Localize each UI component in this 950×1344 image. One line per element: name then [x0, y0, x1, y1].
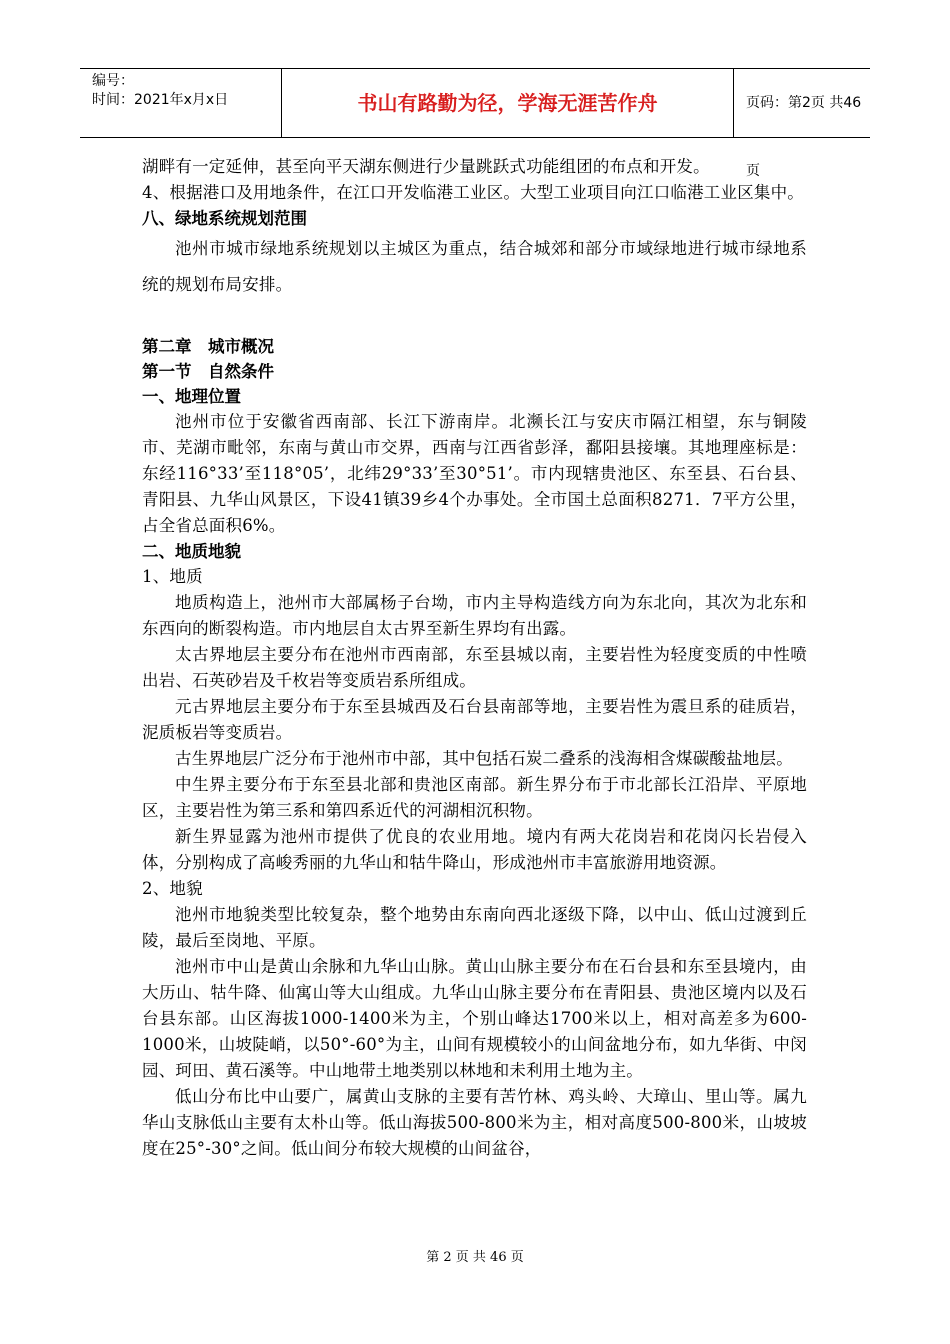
paragraph: 池州市位于安徽省西南部、长江下游南岸。北濒长江与安庆市隔江相望，东与铜陵市、芜湖市毗邻，东南与黄山市交界，西南与江西省彭泽，鄱阳县接壤。其地理座标是：东经116°33’至118°05’，北纬29°33’至30°51’。市内现辖贵池区、东至县、石台县、青阳县、九华山风景区，下设41镇39乡4个办事处。全市国土总面积8271．7平方公里，占全省总面积6%。	[142, 412, 807, 535]
sub-heading: 2、地貌	[142, 879, 203, 898]
paragraph: 湖畔有一定延伸，甚至向平天湖东侧进行少量跳跃式功能组团的布点和开发。	[142, 157, 710, 176]
paragraph: 地质构造上，池州市大部属杨子台坳，市内主导构造线方向为东北向，其次为北东和东西向的断裂构造。市内地层自太古界至新生界均有出露。	[142, 593, 807, 638]
paragraph: 4、根据港口及用地条件，在江口开发临港工业区。大型工业项目向江口临港工业区集中。	[142, 183, 804, 202]
header-page-number: 页码：第2页 共46页	[746, 95, 862, 179]
subsection-heading: 一、地理位置	[142, 387, 241, 406]
section-heading: 第一节 自然条件	[142, 362, 274, 381]
chapter-heading: 第二章 城市概况	[142, 337, 274, 356]
sub-heading: 1、地质	[142, 567, 203, 586]
document-body	[142, 154, 807, 1162]
paragraph: 池州市城市绿地系统规划以主城区为重点，结合城郊和部分市域绿地进行城市绿地系统的规划布局安排。	[142, 239, 807, 294]
section-heading: 八、绿地系统规划范围	[142, 209, 307, 228]
paragraph: 低山分布比中山要广，属黄山支脉的主要有苦竹林、鸡头岭、大璋山、里山等。属九华山支脉低山主要有太朴山等。低山海拔500-800米为主，相对高度500-800米，山坡坡度在25°-30°之间。低山间分布较大规模的山间盆谷，	[142, 1087, 807, 1158]
document-number-label: 编号：	[92, 73, 134, 89]
paragraph: 古生界地层广泛分布于池州市中部，其中包括石炭二叠系的浅海相含煤碳酸盐地层。	[175, 749, 793, 768]
paragraph: 太古界地层主要分布在池州市西南部，东至县城以南，主要岩性为轻度变质的中性喷出岩、石英砂岩及千枚岩等变质岩系所组成。	[142, 645, 807, 690]
document-date-label: 时间：2021年x月x日	[92, 92, 229, 108]
header-motto: 书山有路勤为径，学海无涯苦作舟	[282, 69, 734, 137]
paragraph: 池州市中山是黄山余脉和九华山山脉。黄山山脉主要分布在石台县和东至县境内，由大历山、牯牛降、仙寓山等大山组成。九华山山脉主要分布在青阳县、贵池区境内以及石台县东部。山区海拔1000-1400米为主，个别山峰达1700米以上，相对高差多为600-1000米，山坡陡峭，以50°-60°为主，山间有规模较小的山间盆地分布，如九华街、中闵园、珂田、黄石溪等。中山地带土地类别以林地和未利用土地为主。	[142, 957, 807, 1080]
paragraph: 池州市地貌类型比较复杂，整个地势由东南向西北逐级下降，以中山、低山过渡到丘陵，最后至岗地、平原。	[142, 905, 807, 950]
subsection-heading: 二、地质地貌	[142, 542, 241, 561]
paragraph: 新生界显露为池州市提供了优良的农业用地。境内有两大花岗岩和花岗闪长岩侵入体，分别构成了高峻秀丽的九华山和牯牛降山，形成池州市丰富旅游用地资源。	[142, 827, 807, 872]
header-meta	[80, 69, 282, 137]
page-footer: 第 2 页 共 46 页	[426, 1250, 524, 1265]
paragraph: 中生界主要分布于东至县北部和贵池区南部。新生界分布于市北部长江沿岸、平原地区，主要岩性为第三系和第四系近代的河湖相沉积物。	[142, 775, 807, 820]
paragraph: 元古界地层主要分布于东至县城西及石台县南部等地，主要岩性为震旦系的硅质岩，泥质板岩等变质岩。	[142, 697, 807, 742]
